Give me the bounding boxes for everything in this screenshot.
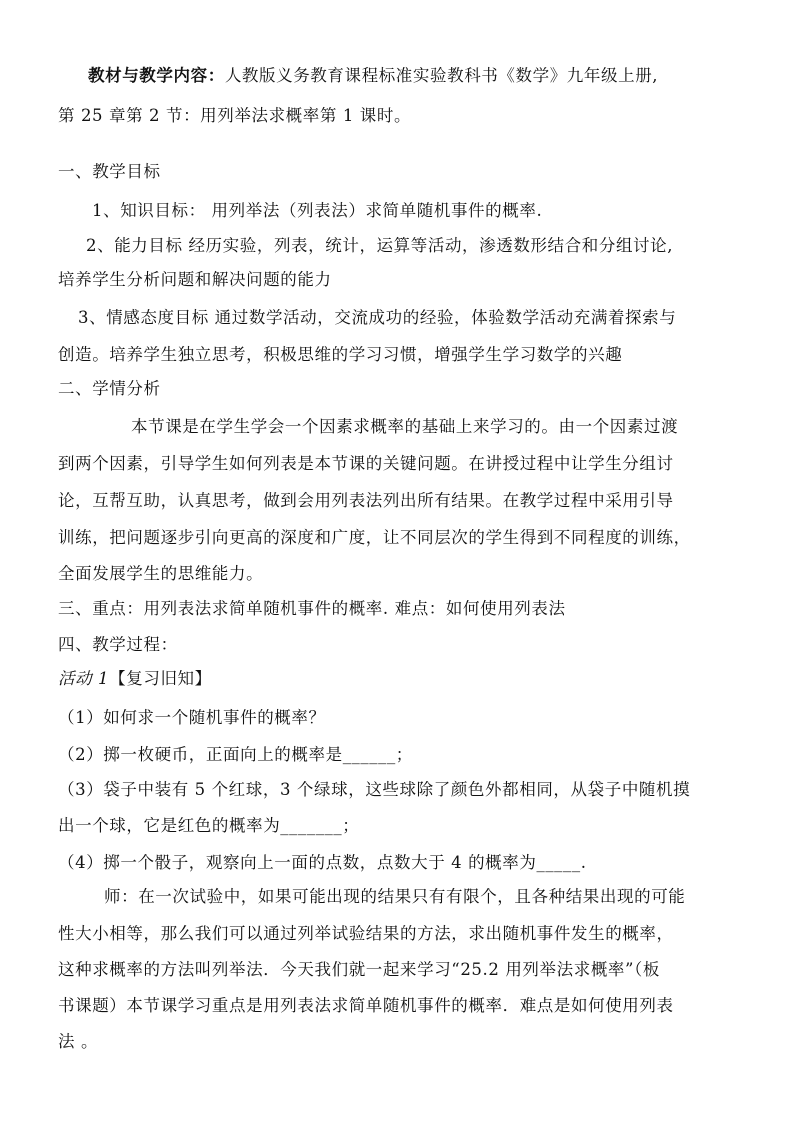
- activity-1-title: [58, 667, 748, 691]
- header-label: 教材与教学内容：: [88, 66, 225, 85]
- header-line-1: [88, 64, 778, 88]
- header-line-2: 第 25 章第 2 节：用列举法求概率第 1 课时。: [58, 106, 412, 125]
- question-2: （2）掷一枚硬币，正面向上的概率是______；: [58, 745, 413, 764]
- teacher-line: 师：在一次试验中，如果可能出现的结果只有有限个，且各种结果出现的可能: [104, 887, 686, 906]
- analysis-line: 到两个因素，引导学生如何列表是本节课的关键问题。在讲授过程中让学生分组讨: [58, 454, 674, 473]
- objective-attitude-line-1: 3、情感态度目标 通过数学活动，交流成功的经验，体验数学活动充满着探索与: [78, 308, 677, 327]
- analysis-line: 训练，把问题逐步引向更高的深度和广度，让不同层次的学生得到不同程度的训练，: [58, 528, 691, 547]
- keypoints-line: 三、重点：用列表法求简单随机事件的概率. 难点：如何使用列表法: [58, 599, 566, 618]
- teacher-line: 这种求概率的方法叫列举法．今天我们就一起来学习“25.2 用列举法求概率”（板: [58, 960, 661, 979]
- objective-ability-line-1: 2、能力目标 经历实验，列表，统计，运算等活动，渗透数形结合和分组讨论,: [86, 236, 674, 255]
- question-4: （4）掷一个骰子，观察向上一面的点数，点数大于 4 的概率为_____.: [58, 853, 587, 872]
- objective-attitude-line-2: 创造。培养学生独立思考，积极思维的学习习惯，增强学生学习数学的兴趣: [58, 345, 623, 364]
- teacher-line: 法 。: [58, 1032, 99, 1051]
- question-1: （1）如何求一个随机事件的概率？: [58, 708, 326, 727]
- objective-ability-line-2: 培养学生分析问题和解决问题的能力: [58, 270, 332, 289]
- question-3-line-2: 出一个球，它是红色的概率为_______；: [58, 816, 360, 835]
- analysis-heading: 二、学情分析: [58, 379, 161, 398]
- question-3-line-1: （3）袋子中装有 5 个红球，3 个绿球，这些球除了颜色外都相同，从袋子中随机摸: [58, 780, 691, 799]
- activity-number: 活动 1: [58, 669, 110, 688]
- teacher-line: 性大小相等，那么我们可以通过列举试验结果的方法，求出随机事件发生的概率，: [58, 924, 674, 943]
- objective-knowledge: 1、知识目标： 用列举法（列表法）求简单随机事件的概率.: [92, 201, 543, 220]
- analysis-line: 本节课是在学生学会一个因素求概率的基础上来学习的。由一个因素过渡: [131, 417, 679, 436]
- process-heading: 四、教学过程：: [58, 635, 178, 654]
- analysis-line: 全面发展学生的思维能力。: [58, 564, 264, 583]
- activity-label: 【复习旧知】: [109, 669, 212, 688]
- analysis-line: 论，互帮互助，认真思考，做到会用列表法列出所有结果。在教学过程中采用引导: [58, 491, 674, 510]
- objectives-heading: 一、教学目标: [58, 162, 161, 181]
- header-text: 人教版义务教育课程标准实验教科书《数学》九年级上册,: [224, 66, 659, 85]
- teacher-line: 书课题）本节课学习重点是用列表法求简单随机事件的概率．难点是如何使用列表: [58, 996, 674, 1015]
